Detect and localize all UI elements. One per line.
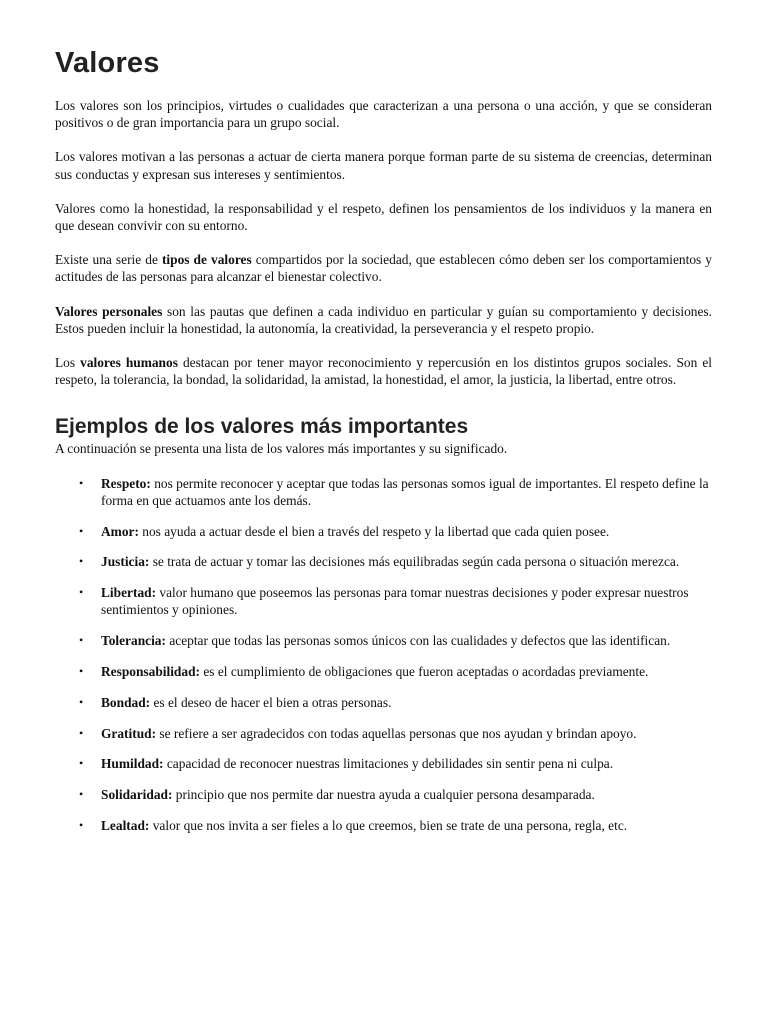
list-item-term: Solidaridad: bbox=[101, 787, 173, 803]
paragraph-human-text-a: Los bbox=[55, 355, 81, 371]
bullet-icon: • bbox=[79, 725, 84, 740]
list-item-text: es el cumplimiento de obligaciones que fueron aceptadas o acordadas previamente. bbox=[199, 664, 649, 680]
paragraph-types-bold: tipos de valores bbox=[161, 252, 252, 268]
list-item-text: aceptar que todas las personas somos únicos con las cualidades y defectos que las identifican. bbox=[165, 633, 671, 649]
section-title: Ejemplos de los valores más importantes bbox=[55, 415, 469, 439]
list-item-text: valor humano que poseemos las personas para tomar nuestras decisiones y poder expresar nuestros sentimientos y opiniones. bbox=[101, 585, 689, 618]
paragraph-types-text-c: compartidos por la sociedad, que establecen cómo deben ser los comportamientos y actitudes de las personas para alcanzar el bienestar colectivo. bbox=[55, 252, 712, 285]
list-item-text: nos permite reconocer y aceptar que todas las personas somos igual de importantes. El respeto define la forma en que actuamos ante los demás. bbox=[101, 475, 709, 508]
list-item-term: Lealtad: bbox=[101, 818, 150, 834]
list-item-term: Justicia: bbox=[101, 554, 150, 570]
list-item-text: nos ayuda a actuar desde el bien a través del respeto y la libertad que cada quien posee. bbox=[138, 523, 610, 539]
list-item-term: Humildad: bbox=[101, 756, 164, 772]
list-item bbox=[79, 553, 712, 570]
list-item-text: capacidad de reconocer nuestras limitaciones y debilidades sin sentir pena ni culpa. bbox=[163, 756, 614, 772]
list-item-text: principio que nos permite dar nuestra ayuda a cualquier persona desamparada. bbox=[172, 787, 595, 803]
list-item-term: Amor: bbox=[101, 523, 139, 539]
list-item-term: Gratitud: bbox=[101, 725, 157, 741]
bullet-icon: • bbox=[79, 818, 84, 833]
bullet-icon: • bbox=[79, 664, 84, 679]
list-item-term: Tolerancia: bbox=[101, 633, 166, 649]
paragraph-types-text-a: Existe una serie de bbox=[55, 252, 162, 268]
bullet-icon: • bbox=[79, 787, 84, 802]
list-item-text: se trata de actuar y tomar las decisiones más equilibradas según cada persona o situación merezca. bbox=[149, 554, 680, 570]
paragraph-types bbox=[55, 251, 712, 285]
paragraph-human-bold: valores humanos bbox=[80, 355, 178, 371]
list-item-term: Libertad: bbox=[101, 585, 157, 601]
bullet-icon: • bbox=[79, 523, 84, 538]
list-item bbox=[79, 694, 712, 711]
bullet-icon: • bbox=[79, 475, 84, 490]
list-item bbox=[79, 817, 712, 834]
paragraph-examples: Valores como la honestidad, la responsabilidad y el respeto, definen los pensamientos de los individuos y la manera en que desean convivir con su entorno. bbox=[55, 200, 712, 234]
paragraph-personal-text: son las pautas que definen a cada individuo en particular y guían su comportamiento y decisiones. Estos pueden incluir la honestidad, la autonomía, la creatividad, la perseverancia y el respeto propio. bbox=[55, 303, 712, 336]
list-item bbox=[79, 523, 712, 540]
list-item-text: valor que nos invita a ser fieles a lo que creemos, bien se trate de una persona, regla, etc. bbox=[149, 818, 628, 834]
paragraph-personal-bold: Valores personales bbox=[55, 303, 163, 319]
list-item-term: Respeto: bbox=[101, 475, 151, 491]
page-title: Valores bbox=[55, 47, 160, 79]
paragraph-personal-values bbox=[55, 303, 712, 337]
list-item-text: se refiere a ser agradecidos con todas aquellas personas que nos ayudan y brindan apoyo. bbox=[156, 725, 637, 741]
list-item bbox=[79, 584, 712, 618]
bullet-icon: • bbox=[79, 585, 84, 600]
values-list bbox=[55, 475, 712, 835]
list-item-term: Responsabilidad: bbox=[101, 664, 200, 680]
bullet-icon: • bbox=[79, 694, 84, 709]
list-item bbox=[79, 475, 712, 509]
section-intro: A continuación se presenta una lista de los valores más importantes y su significado. bbox=[55, 441, 508, 457]
list-item bbox=[79, 632, 712, 649]
paragraph-human-values bbox=[55, 354, 712, 388]
list-item bbox=[79, 663, 712, 680]
list-item bbox=[79, 725, 712, 742]
document-page bbox=[55, 45, 712, 848]
bullet-icon: • bbox=[79, 554, 84, 569]
bullet-icon: • bbox=[79, 633, 84, 648]
paragraph-human-text-c: destacan por tener mayor reconocimiento y repercusión en los distintos grupos sociales. Son el respeto, la tolerancia, la bondad, la solidaridad, la amistad, la honestidad, el amor, la justicia, la libertad, entre otros. bbox=[55, 355, 713, 388]
list-item-text: es el deseo de hacer el bien a otras personas. bbox=[150, 694, 392, 710]
paragraph-motivation: Los valores motivan a las personas a actuar de cierta manera porque forman parte de su sistema de creencias, determinan sus conductas y expresan sus intereses y sentimientos. bbox=[55, 149, 712, 182]
list-item-term: Bondad: bbox=[101, 694, 151, 710]
bullet-icon: • bbox=[79, 756, 84, 771]
list-item bbox=[79, 786, 712, 803]
list-item bbox=[79, 755, 712, 772]
paragraph-definition: Los valores son los principios, virtudes o cualidades que caracterizan a una persona o una acción, y que se consideran positivos o de gran importancia para un grupo social. bbox=[55, 98, 712, 131]
